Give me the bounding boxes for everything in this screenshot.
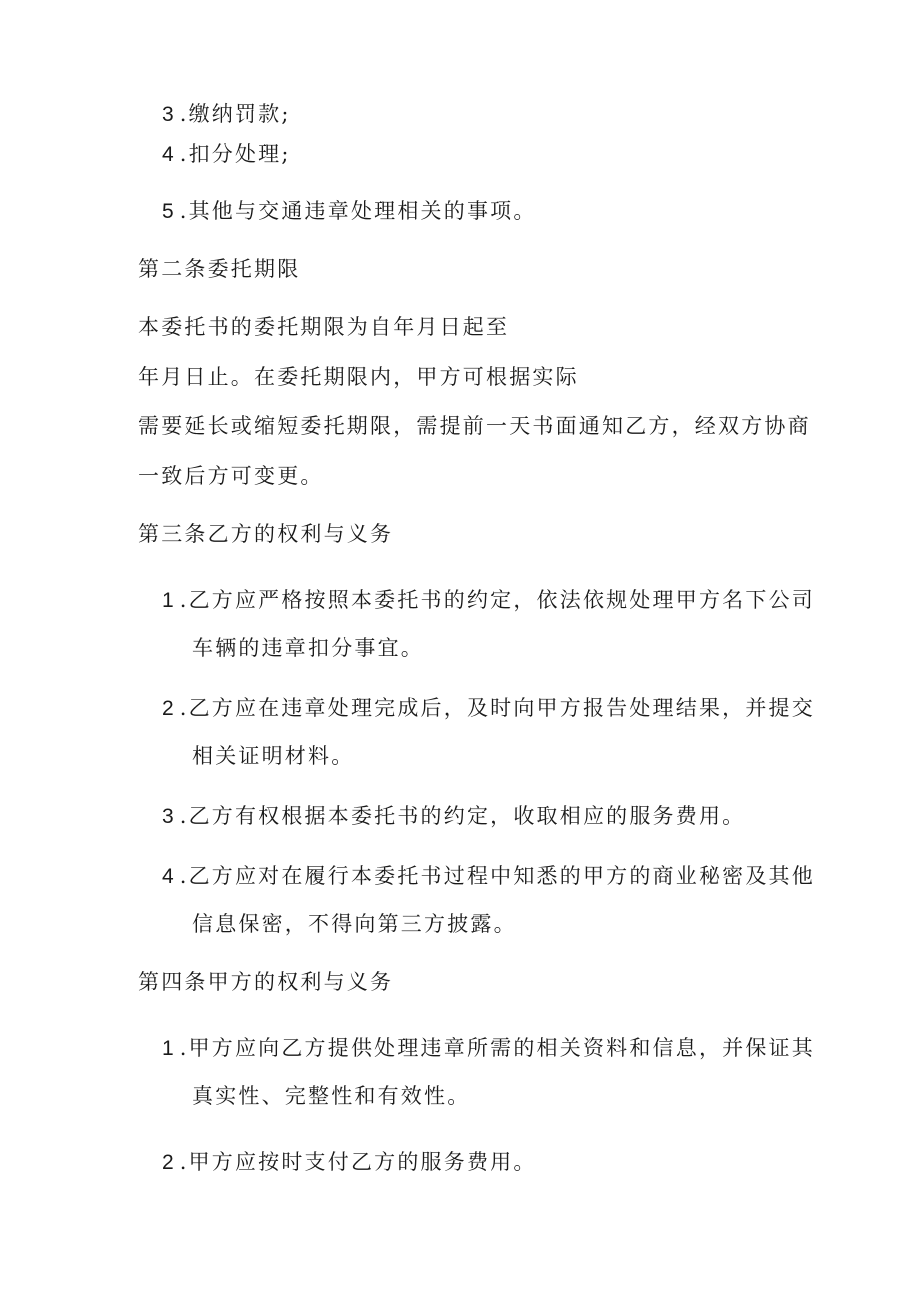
list-item — [162, 140, 291, 169]
list-text: .甲方应按时支付乙方的服务费用。 — [179, 1150, 537, 1174]
article-heading: 第二条委托期限 — [138, 257, 301, 281]
list-item — [162, 197, 537, 226]
list-item — [162, 694, 815, 723]
list-item — [162, 802, 745, 831]
list-text: .乙方应对在履行本委托书过程中知悉的甲方的商业秘密及其他 — [179, 864, 815, 888]
list-number: 2 — [162, 1151, 174, 1174]
list-item-continuation: 真实性、完整性和有效性。 — [192, 1084, 471, 1108]
article-heading: 第三条乙方的权利与义务 — [138, 522, 394, 546]
list-number: 3 — [162, 805, 174, 828]
paragraph-line: 本委托书的委托期限为自年月日起至 — [138, 315, 510, 339]
article-heading: 第四条甲方的权利与义务 — [138, 970, 394, 994]
list-text: .乙方应严格按照本委托书的约定，依法依规处理甲方名下公司 — [179, 588, 815, 612]
list-item — [162, 1034, 815, 1063]
list-number: 1 — [162, 1037, 174, 1060]
list-item — [162, 1148, 537, 1177]
list-text: .缴纳罚款; — [179, 102, 291, 126]
list-number: 5 — [162, 200, 174, 223]
list-number: 3 — [162, 103, 174, 126]
list-text: .其他与交通违章处理相关的事项。 — [179, 199, 537, 223]
list-number: 4 — [162, 865, 174, 888]
paragraph-line: 一致后方可变更。 — [138, 464, 324, 488]
list-item — [162, 862, 815, 891]
paragraph-line: 年月日止。在委托期限内，甲方可根据实际 — [138, 365, 579, 389]
list-number: 4 — [162, 143, 174, 166]
list-text: .乙方有权根据本委托书的约定，收取相应的服务费用。 — [179, 804, 746, 828]
list-text: .甲方应向乙方提供处理违章所需的相关资料和信息，并保证其 — [179, 1036, 815, 1060]
list-item — [162, 100, 291, 129]
list-item-continuation: 信息保密，不得向第三方披露。 — [192, 912, 517, 936]
list-text: .扣分处理; — [179, 142, 291, 166]
list-text: .乙方应在违章处理完成后，及时向甲方报告处理结果，并提交 — [179, 696, 815, 720]
paragraph-line: 需要延长或缩短委托期限，需提前一天书面通知乙方，经双方协商 — [138, 414, 811, 438]
list-number: 2 — [162, 697, 174, 720]
list-number: 1 — [162, 589, 174, 612]
list-item-continuation: 车辆的违章扣分事宜。 — [192, 636, 424, 660]
list-item-continuation: 相关证明材料。 — [192, 744, 355, 768]
list-item — [162, 586, 815, 615]
